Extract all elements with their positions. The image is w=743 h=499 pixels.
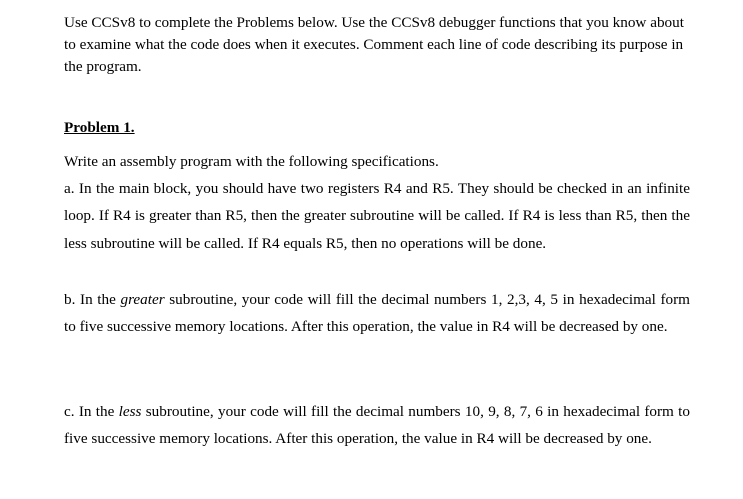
problem-heading: Problem 1. (64, 119, 135, 136)
part-b-prefix: b. In the (64, 291, 121, 308)
part-b-emphasis: greater (120, 291, 165, 308)
problem-spec: Write an assembly program with the following specifications. (64, 153, 439, 170)
part-b-suffix: subroutine, your code will fill the decimal numbers 1, 2,3, 4, 5 in hexadecimal form to five successive memory locations. After this operation, the value in R4 will be decreased by one. (64, 291, 690, 336)
part-b-paragraph (64, 286, 690, 341)
intro-paragraph: Use CCSv8 to complete the Problems below. Use the CCSv8 debugger functions that you know about to examine what the code does when it executes. Comment each line of code describing its purpose in the program. (64, 14, 684, 75)
part-a-paragraph: a. In the main block, you should have two registers R4 and R5. They should be checked in an infinite loop. If R4 is greater than R5, then the greater subroutine will be called. If R4 is less than R5, then the less subroutine will be called. If R4 equals R5, then no operations will be done. (64, 180, 690, 252)
part-c-emphasis: less (118, 403, 142, 420)
part-c-paragraph (64, 398, 690, 453)
part-c-suffix: subroutine, your code will fill the decimal numbers 10, 9, 8, 7, 6 in hexadecimal form to five successive memory locations. After this operation, the value in R4 will be decreased by one. (64, 403, 690, 448)
part-c-prefix: c. In the (64, 403, 119, 420)
